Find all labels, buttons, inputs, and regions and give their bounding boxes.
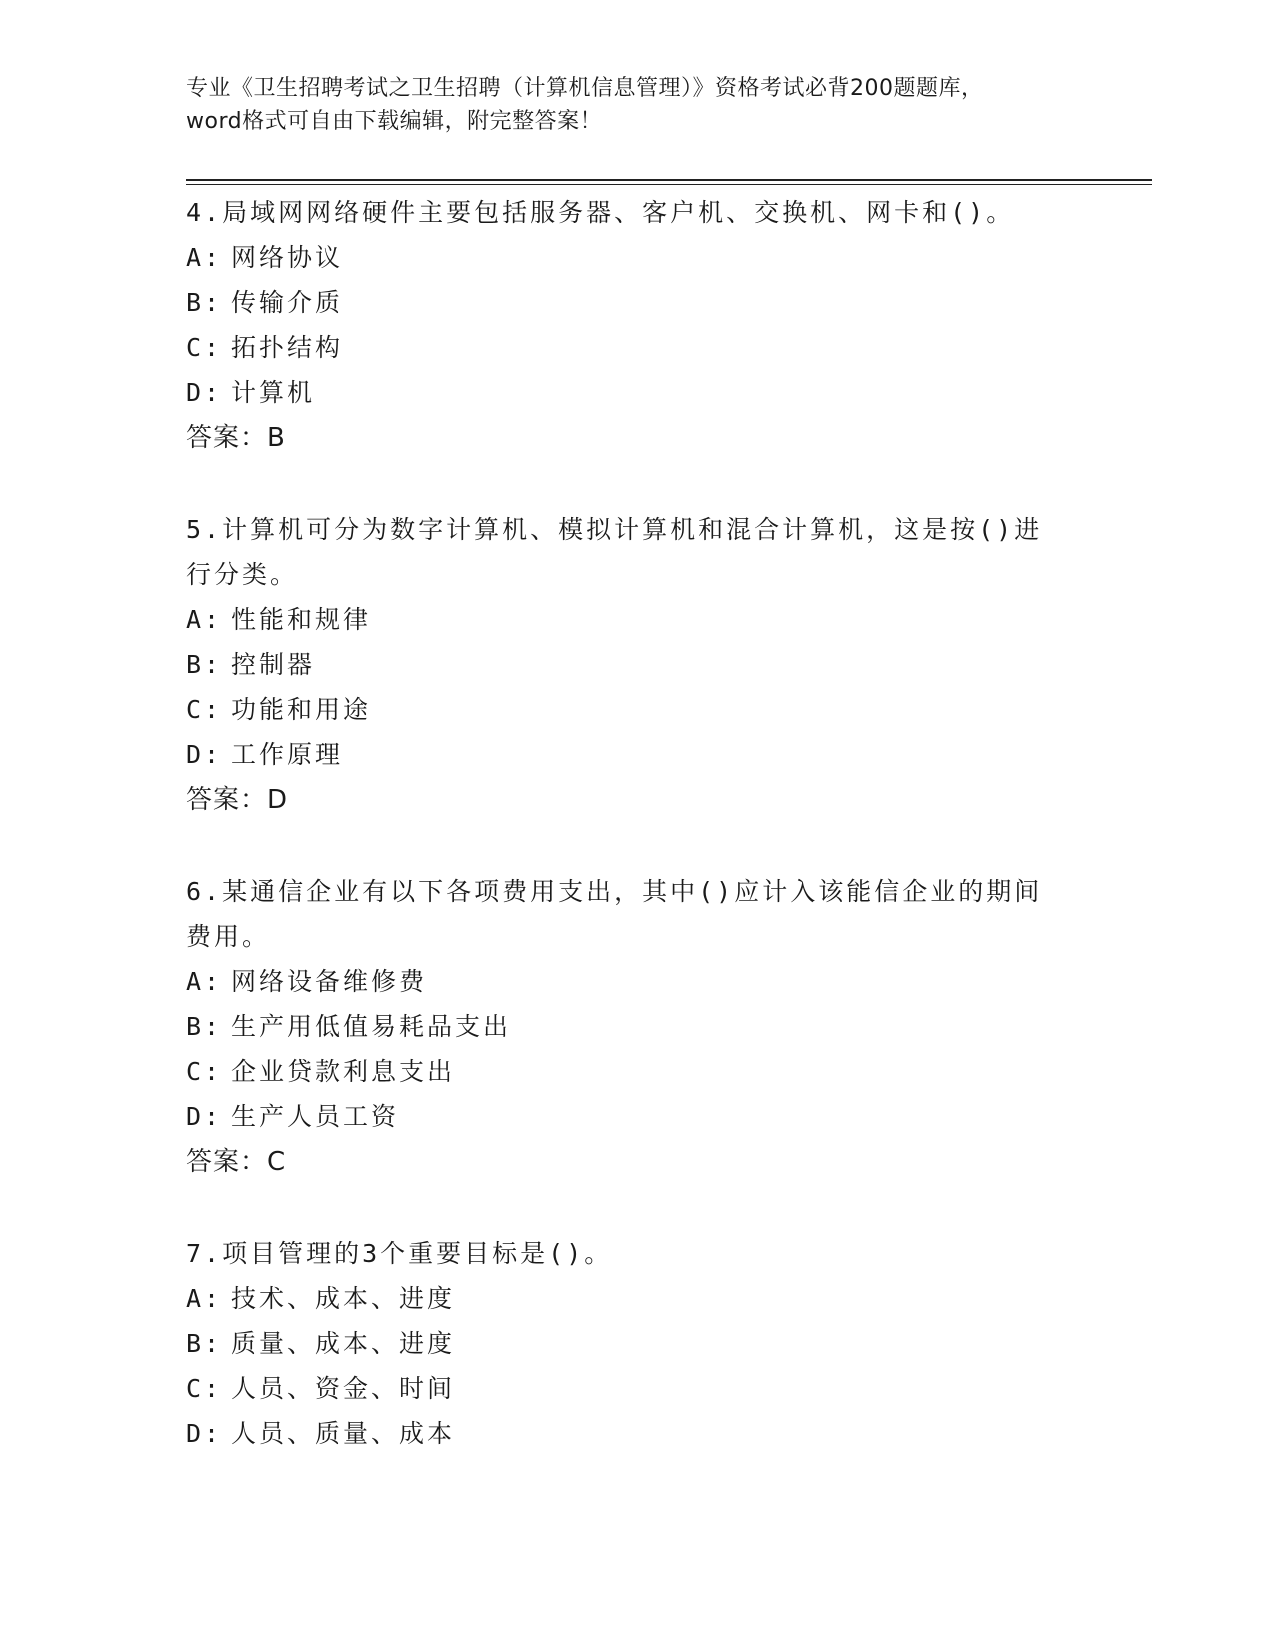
option-text: 传输介质 <box>231 288 344 317</box>
answer-label: 答案：C <box>186 1147 287 1177</box>
option-a <box>186 1276 1086 1321</box>
question-stem: 7.项目管理的3个重要目标是()。 <box>186 1239 613 1268</box>
option-a <box>186 959 1086 1004</box>
option-text: 性能和规律 <box>231 605 372 634</box>
option-text: 人员、资金、时间 <box>231 1374 456 1403</box>
question-7 <box>186 1231 1086 1456</box>
option-a <box>186 235 1086 280</box>
option-key: B: <box>186 1329 223 1358</box>
option-text: 技术、成本、进度 <box>231 1284 456 1313</box>
option-text: 计算机 <box>231 378 316 407</box>
question-5 <box>186 507 1086 823</box>
option-text: 网络设备维修费 <box>231 967 428 996</box>
option-key: A: <box>186 967 223 996</box>
answer-label: 答案：D <box>186 785 289 815</box>
question-list <box>186 190 1086 1502</box>
option-text: 企业贷款利息支出 <box>231 1057 456 1086</box>
option-key: B: <box>186 1012 223 1041</box>
option-key: C: <box>186 1057 223 1086</box>
header-line-2: word格式可自由下载编辑，附完整答案！ <box>186 109 603 134</box>
option-key: D: <box>186 740 223 769</box>
option-key: A: <box>186 1284 223 1313</box>
option-text: 质量、成本、进度 <box>231 1329 456 1358</box>
option-key: D: <box>186 1419 223 1448</box>
option-key: C: <box>186 695 223 724</box>
option-b <box>186 1004 1086 1049</box>
option-key: B: <box>186 288 223 317</box>
option-key: A: <box>186 605 223 634</box>
question-stem: 5.计算机可分为数字计算机、模拟计算机和混合计算机，这是按()进行分类。 <box>186 515 1043 589</box>
answer-label: 答案：B <box>186 423 286 453</box>
option-c <box>186 1366 1086 1411</box>
header-line-1: 专业《卫生招聘考试之卫生招聘（计算机信息管理）》资格考试必背200题题库， <box>186 76 984 101</box>
option-text: 控制器 <box>231 650 316 679</box>
option-d <box>186 732 1086 777</box>
question-stem: 4.局域网网络硬件主要包括服务器、客户机、交换机、网卡和()。 <box>186 198 1015 227</box>
option-d <box>186 370 1086 415</box>
question-4 <box>186 190 1086 461</box>
option-text: 生产用低值易耗品支出 <box>231 1012 512 1041</box>
header-divider <box>186 179 1152 185</box>
option-b <box>186 1321 1086 1366</box>
document-header <box>186 72 1086 138</box>
option-b <box>186 642 1086 687</box>
question-stem: 6.某通信企业有以下各项费用支出，其中()应计入该能信企业的期间费用。 <box>186 877 1043 951</box>
option-a <box>186 597 1086 642</box>
option-text: 生产人员工资 <box>231 1102 400 1131</box>
option-c <box>186 687 1086 732</box>
option-text: 人员、质量、成本 <box>231 1419 456 1448</box>
option-key: A: <box>186 243 223 272</box>
option-text: 拓扑结构 <box>231 333 344 362</box>
option-key: C: <box>186 333 223 362</box>
question-6 <box>186 869 1086 1185</box>
option-key: D: <box>186 378 223 407</box>
option-text: 工作原理 <box>231 740 344 769</box>
option-key: D: <box>186 1102 223 1131</box>
option-b <box>186 280 1086 325</box>
option-d <box>186 1094 1086 1139</box>
option-key: B: <box>186 650 223 679</box>
option-d <box>186 1411 1086 1456</box>
option-key: C: <box>186 1374 223 1403</box>
option-text: 功能和用途 <box>231 695 372 724</box>
option-text: 网络协议 <box>231 243 344 272</box>
option-c <box>186 1049 1086 1094</box>
option-c <box>186 325 1086 370</box>
